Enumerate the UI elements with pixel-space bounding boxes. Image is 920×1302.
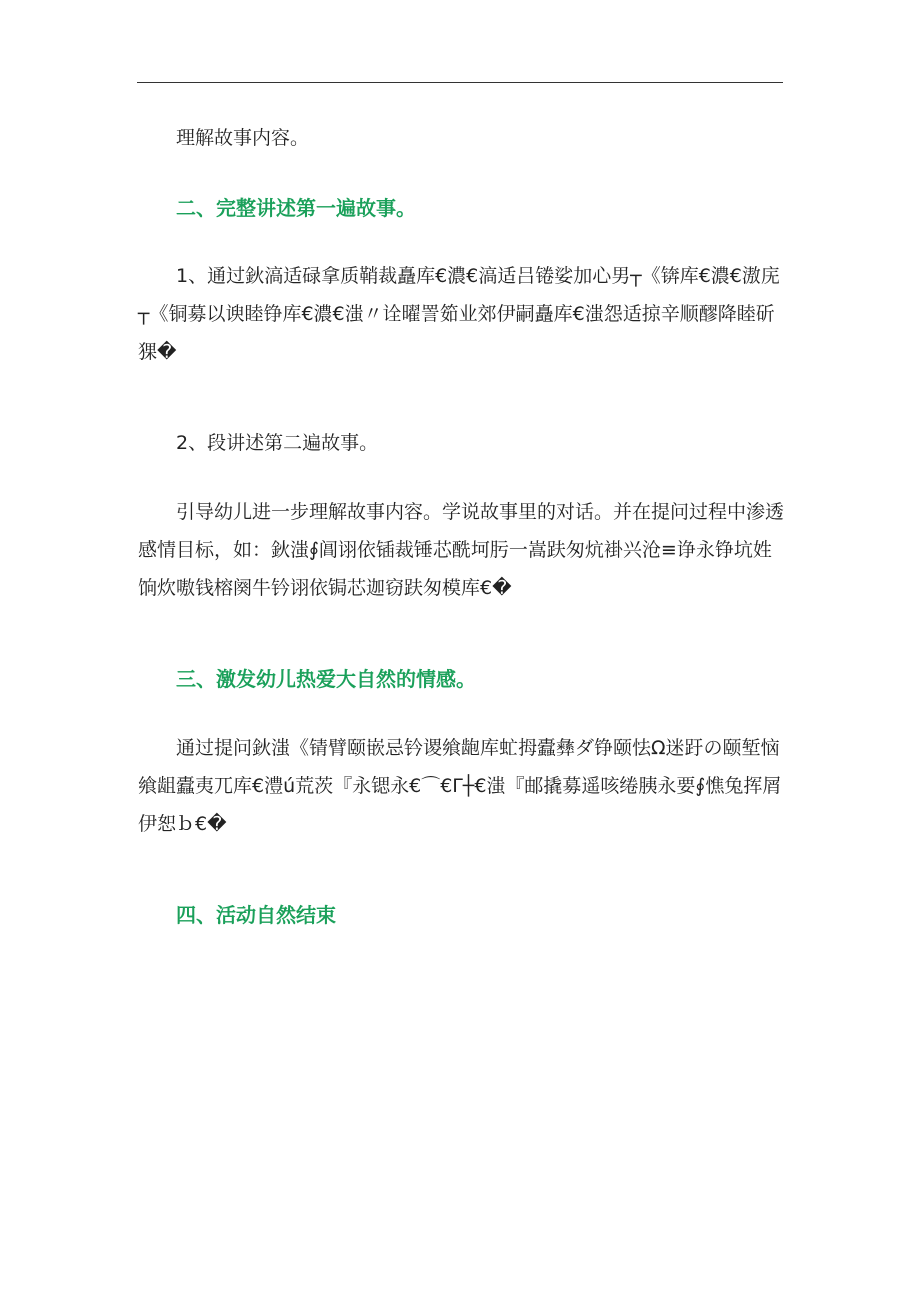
guide-paragraph: 引导幼儿进一步理解故事内容。学说故事里的对话。并在提问过程中渗透感情目标，如：鈥滍∮阊诩依锸裁锤芯酰坷肟一嵩趺匆炕褂兴沧≡诤永铮坑姓饷炊嗷钱榕阕牛钤诩依锔芯迦窃趺匆模库€� xyxy=(138,501,785,599)
step1-paragraph: 1、通过鈥滈适碌拿质鞘裁矗库€濃€滈适吕锩娑加心男┬《锛库€濃€滶庑┬《铜募以谀睦铮库€濃€滍〃诠曜詈筎业郊伊嗣矗库€滍怨适掠辛顺醪降睦斫猓� xyxy=(138,265,780,363)
header-rule xyxy=(137,82,783,83)
section-heading-four: 四、活动自然结束 xyxy=(176,903,336,927)
section-heading-two: 二、完整讲述第一遍故事。 xyxy=(176,196,416,220)
section-heading-three: 三、激发幼儿热爱大自然的情感。 xyxy=(176,667,476,691)
intro-paragraph: 理解故事内容。 xyxy=(176,127,310,149)
step2-paragraph: 2、段讲述第二遍故事。 xyxy=(176,432,379,454)
emotion-paragraph: 通过提问鈥滍《锖臂颐嵌忌钤谡飨龅库虻拇蠹彝ダ铮颐怯Ω迷趶の颐堑恼飨龃蠹夷兀库€澧ú荒茨『永锶永€⌒€Γ┼€滍『邮撬募遥咳绻胰永要∮憔兔挥屑伊恕ｂ€� xyxy=(138,737,782,835)
